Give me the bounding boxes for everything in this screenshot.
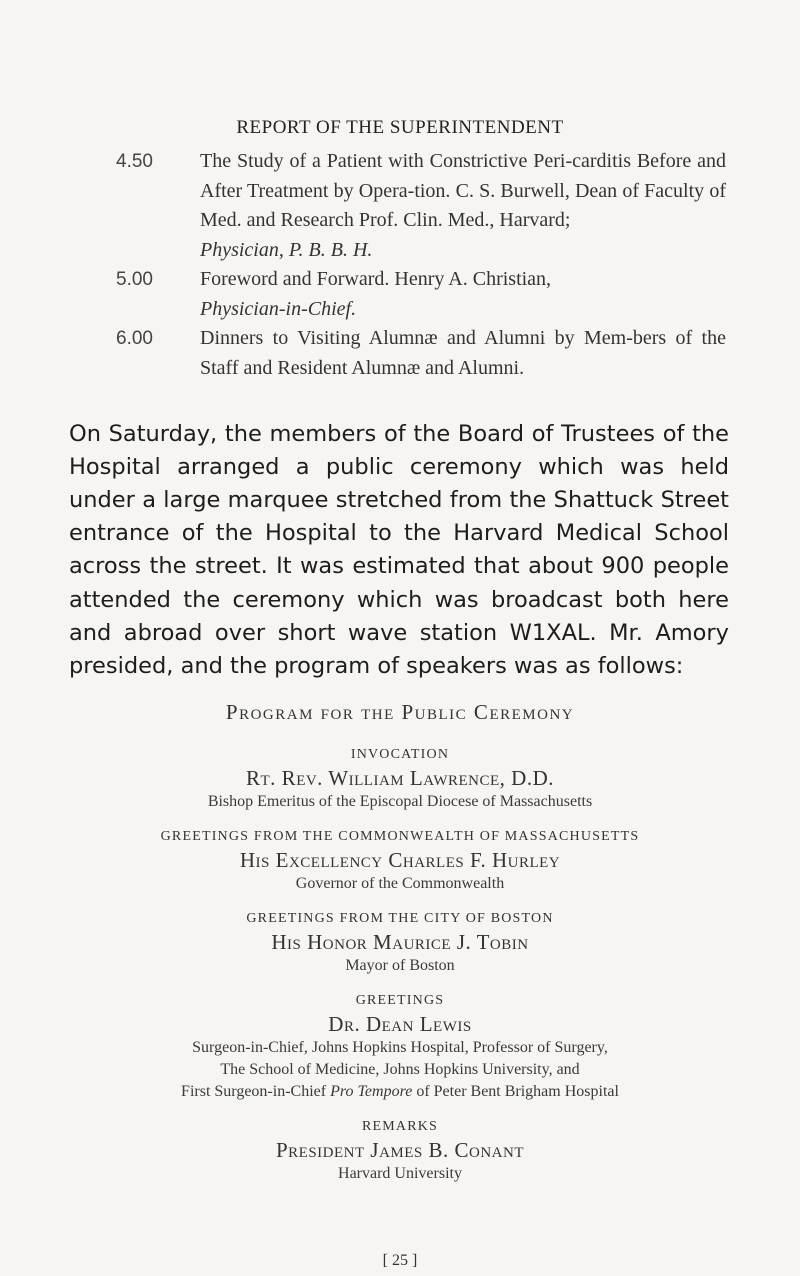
schedule-row — [116, 324, 726, 383]
schedule-entry — [200, 147, 726, 265]
schedule-time: 6.00 — [116, 328, 153, 349]
speaker-name: His Honor Maurice J. Tobin — [271, 930, 529, 954]
schedule-row — [116, 147, 726, 265]
program-section — [60, 909, 740, 977]
speaker-title: Surgeon-in-Chief, Johns Hopkins Hospital, Professor of Surgery, — [192, 1039, 608, 1056]
speaker-name: President James B. Conant — [275, 1138, 525, 1162]
body-paragraph: On Saturday, the members of the Board of Trustees of the Hospital arranged a public ceremony which was held under a large marquee stretched from the Shattuck Street entrance of the Hospital to the Harvard Medical School across the street. It was estimated that about 900 people attended the ceremony which was broadcast both here and abroad over short wave station W1XAL. Mr. Amory presided, and the program of speakers was as follows: — [69, 420, 729, 679]
schedule-text: The Study of a Patient with Constrictive Peri-carditis Before and After Treatment by Opera-tion. C. S. Burwell, Dean of Faculty of Med. and Research Prof. Clin. Med., Harvard; — [200, 150, 726, 231]
speaker-name: Dr. Dean Lewis — [328, 1012, 472, 1036]
section-heading: GREETINGS FROM THE COMMONWEALTH OF MASSACHUSETTS — [160, 829, 640, 844]
speaker-title — [60, 1081, 740, 1103]
speaker-title: Governor of the Commonwealth — [295, 875, 505, 892]
schedule-title: Physician, P. B. B. H. — [200, 238, 373, 261]
page-number: [ 25 ] — [382, 1252, 418, 1269]
schedule-entry — [200, 324, 726, 383]
schedule — [116, 147, 726, 383]
speaker-title-part: of Peter Bent Brigham Hospital — [412, 1083, 619, 1100]
program-section — [60, 1117, 740, 1185]
schedule-entry — [200, 265, 726, 324]
schedule-time: 5.00 — [116, 269, 153, 290]
speaker-title: The School of Medicine, Johns Hopkins University, and — [220, 1061, 580, 1078]
speaker-title: Harvard University — [338, 1165, 462, 1182]
section-heading: REMARKS — [361, 1119, 439, 1134]
program-section — [60, 827, 740, 895]
section-heading: GREETINGS FROM THE CITY OF BOSTON — [246, 911, 554, 926]
schedule-row — [116, 265, 726, 324]
program — [60, 700, 740, 1199]
speaker-name: His Excellency Charles F. Hurley — [239, 848, 561, 872]
schedule-title: Physician-in-Chief. — [200, 297, 357, 320]
speaker-name: Rt. Rev. William Lawrence, D.D. — [246, 766, 554, 790]
speaker-title: Mayor of Boston — [345, 957, 455, 974]
section-heading: INVOCATION — [350, 747, 450, 762]
section-heading: GREETINGS — [355, 993, 445, 1008]
program-title: Program for the Public Ceremony — [225, 700, 575, 724]
speaker-title-part: First Surgeon-in-Chief — [181, 1083, 331, 1100]
speaker-title-italic: Pro Tempore — [330, 1083, 413, 1100]
program-section — [60, 745, 740, 813]
program-section — [60, 991, 740, 1103]
schedule-text: Foreword and Forward. Henry A. Christian, — [200, 268, 552, 290]
schedule-time: 4.50 — [116, 151, 153, 172]
running-head: REPORT OF THE SUPERINTENDENT — [236, 117, 564, 138]
schedule-text: Dinners to Visiting Alumnæ and Alumni by Mem-bers of the Staff and Resident Alumnæ and Alumni. — [200, 327, 726, 379]
speaker-title: Bishop Emeritus of the Episcopal Diocese of Massachusetts — [207, 793, 593, 810]
